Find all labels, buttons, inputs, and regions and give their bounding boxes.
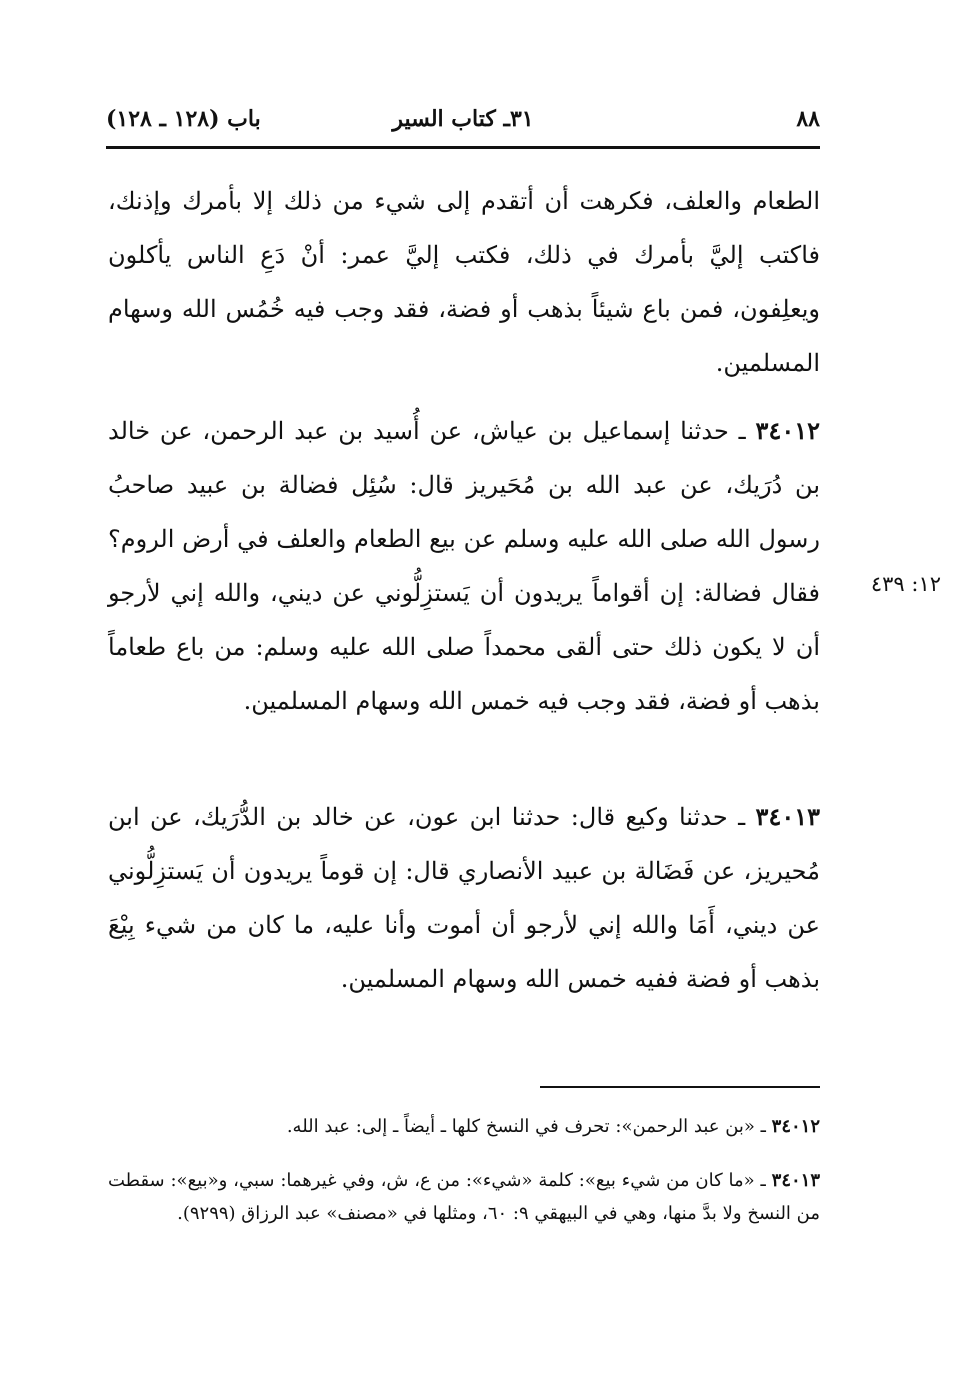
hadith-paragraph: [108, 790, 820, 1006]
book-title: ٣١ـ كتاب السير: [392, 106, 534, 132]
paragraph-continuation: [108, 174, 820, 390]
hadith-paragraph: [108, 404, 820, 728]
footnote-divider: [540, 1086, 820, 1088]
footnote: [108, 1164, 820, 1230]
footnote: [108, 1110, 820, 1143]
paragraph-text: الطعام والعلف، فكرهت أن أتقدم إلى شيء من ذلك إلا بأمرك وإذنك، فاكتب إليَّ بأمرك في ذلك، فكتب إليَّ عمر: أنْ دَعِ الناس يأكلون ويعلِفون، فمن باع شيئاً بذهب أو فضة، فقد وجب فيه خُمُس الله وسهام المسلمين.: [108, 187, 820, 377]
hadith-number: ٣٤٠١٢: [755, 416, 820, 445]
page-header: [106, 104, 820, 138]
paragraph-text: ـ حدثنا وكيع قال: حدثنا ابن عون، عن خالد بن الدُّرَيك، عن ابن مُحيريز، عن فَضَالة بن عبيد الأنصاري قال: إن قوماً يريدون أن يَستزِلُّوني عن ديني، أَمَا والله إني لأرجو أن أموت وأنا عليه، ما كان من شيء بِيْعَ بذهب أو فضة ففيه خمس الله وسهام المسلمين.: [108, 803, 820, 993]
page-number: ٨٨: [796, 106, 820, 132]
margin-reference: ١٢: ٤٣٩: [870, 572, 941, 596]
paragraph-text: ـ حدثنا إسماعيل بن عياش، عن أُسيد بن عبد الرحمن، عن خالد بن دُرَيك، عن عبد الله بن مُحَيريز قال: سُئِل فضالة بن عبيد صاحبُ رسول الله صلى الله عليه وسلم عن بيع الطعام والعلف في أرض الروم؟ فقال فضالة: إن أقواماً يريدون أن يَستزِلُّوني عن ديني، والله إني لأرجو أن لا يكون ذلك حتى ألقى محمداً صلى الله عليه وسلم: من باع طعاماً بذهب أو فضة، فقد وجب فيه خمس الله وسهام المسلمين.: [108, 417, 820, 715]
footnote-number: ٣٤٠١٢: [771, 1116, 820, 1137]
footnote-number: ٣٤٠١٣: [771, 1170, 820, 1191]
footnote-text: ـ «بن عبد الرحمن»: تحرف في النسخ كلها ـ أيضاً ـ إلى: عبد الله.: [286, 1116, 772, 1137]
chapter-title: باب (١٢٨ ـ ١٢٨): [106, 106, 261, 132]
hadith-number: ٣٤٠١٣: [755, 802, 820, 831]
header-divider: [106, 146, 820, 149]
footnote-text: ـ «ما كان من شيء بيع»: كلمة «شيء»: من ع، ش، وفي غيرهما: سبي، و«بيع»: سقطت من النسخ ولا بدَّ منها، وهي في البيهقي ٩: ٦٠، ومثلها في «مصنف» عبد الرزاق (٩٢٩٩).: [108, 1170, 820, 1224]
